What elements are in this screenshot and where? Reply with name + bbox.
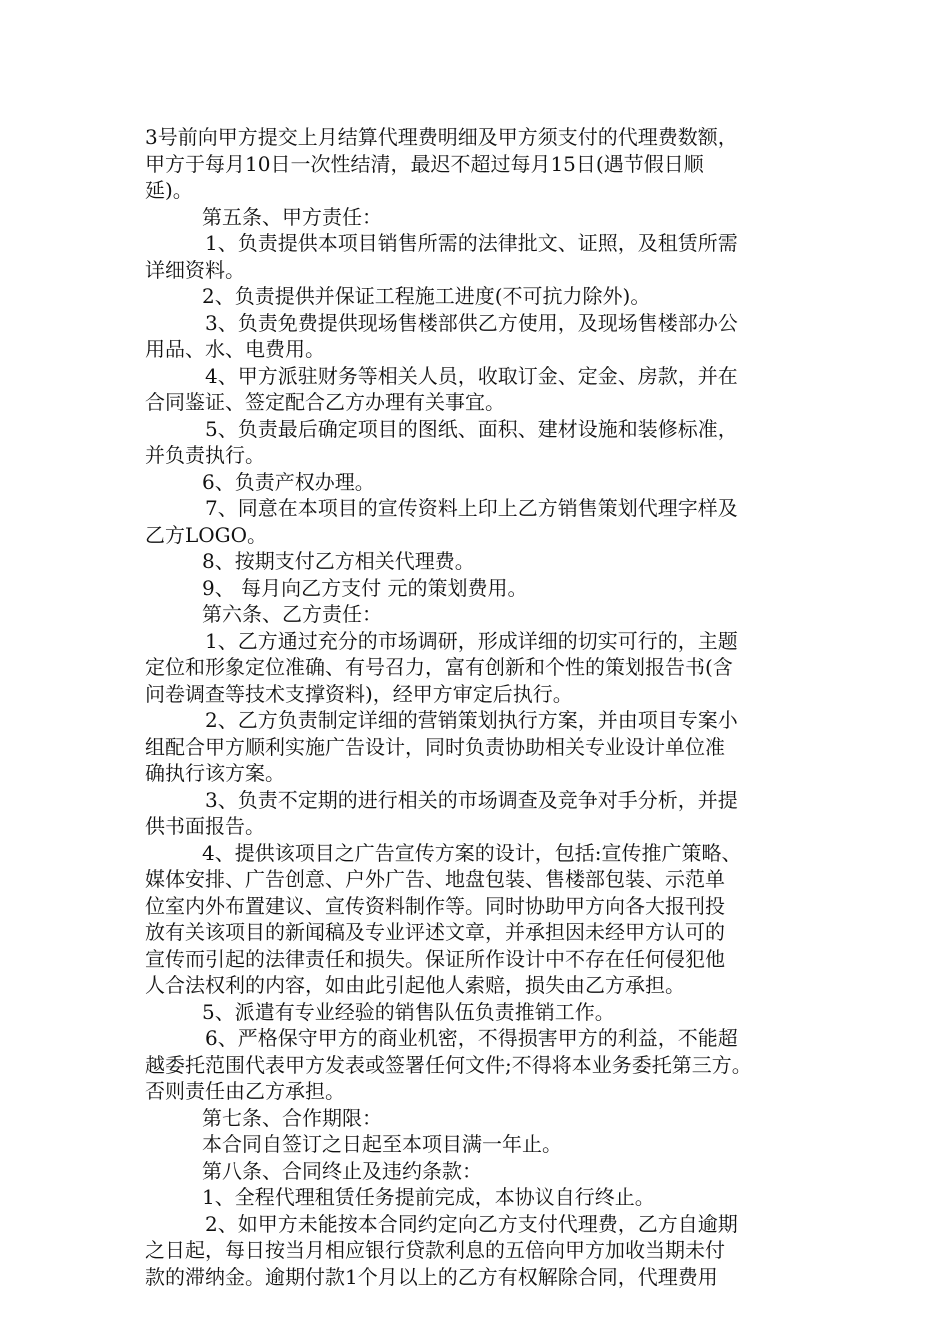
- text-line: 4、提供该项目之广告宣传方案的设计，包括:宣传推广策略、: [202, 840, 742, 865]
- text-line: 本合同自签订之日起至本项目满一年止。: [202, 1132, 562, 1156]
- text-line: 3号前向甲方提交上月结算代理费明细及甲方须支付的代理费数额，: [145, 125, 738, 149]
- text-line: 问卷调查等技术支撑资料)，经甲方审定后执行。: [145, 681, 573, 706]
- text-line: 5、派遣有专业经验的销售队伍负责推销工作。: [202, 999, 615, 1024]
- text-line: 第八条、合同终止及违约条款：: [202, 1158, 482, 1183]
- text-line: 3、负责免费提供现场售楼部供乙方使用，及现场售楼部办公: [205, 310, 738, 335]
- text-line: 供书面报告。: [145, 814, 265, 838]
- text-line: 媒体安排、广告创意、户外广告、地盘包装、售楼部包装、示范单: [145, 867, 725, 891]
- text-line: 组配合甲方顺利实施广告设计，同时负责协助相关专业设计单位准: [145, 734, 725, 759]
- text-line: 确执行该方案。: [145, 761, 285, 785]
- text-line: 并负责执行。: [145, 443, 265, 467]
- text-line: 2、如甲方未能按本合同约定向乙方支付代理费，乙方自逾期: [205, 1211, 738, 1236]
- text-line: 1、负责提供本项目销售所需的法律批文、证照，及租赁所需: [205, 231, 738, 255]
- document-body: [145, 124, 835, 1290]
- text-line: 定位和形象定位准确、有号召力，富有创新和个性的策划报告书(含: [145, 655, 733, 679]
- text-line: 8、按期支付乙方相关代理费。: [202, 549, 475, 573]
- text-line: 1、乙方通过充分的市场调研，形成详细的切实可行的，主题: [205, 628, 738, 653]
- text-line: 第七条、合作期限：: [202, 1105, 382, 1130]
- text-line: 详细资料。: [145, 257, 245, 282]
- text-line: 款的滞纳金。逾期付款1个月以上的乙方有权解除合同，代理费用: [145, 1264, 718, 1289]
- text-line: 越委托范围代表甲方发表或签署任何文件;不得将本业务委托第三方。: [145, 1052, 752, 1077]
- text-line: 人合法权利的内容，如由此引起他人索赔，损失由乙方承担。: [145, 973, 685, 997]
- text-line: 延)。: [145, 178, 193, 202]
- text-line: 5、负责最后确定项目的图纸、面积、建材设施和装修标准，: [205, 416, 738, 441]
- text-line: 之日起，每日按当月相应银行贷款利息的五倍向甲方加收当期未付: [145, 1238, 725, 1262]
- text-line: 6、负责产权办理。: [202, 469, 375, 494]
- text-line: 位室内外布置建议、宣传资料制作等。同时协助甲方向各大报刊投: [145, 893, 725, 918]
- text-line: 用品、水、电费用。: [145, 337, 325, 361]
- text-line: 1、全程代理租赁任务提前完成，本协议自行终止。: [202, 1185, 655, 1209]
- text-line: 合同鉴证、签定配合乙方办理有关事宜。: [145, 390, 505, 414]
- text-line: 6、严格保守甲方的商业机密，不得损害甲方的利益，不能超: [205, 1026, 738, 1050]
- text-line: 4、甲方派驻财务等相关人员，收取订金、定金、房款，并在: [205, 363, 738, 388]
- text-line: 甲方于每月10日一次性结清，最迟不超过每月15日(遇节假日顺: [145, 151, 704, 176]
- text-line: 第六条、乙方责任：: [202, 602, 382, 626]
- text-line: 7、同意在本项目的宣传资料上印上乙方销售策划代理字样及: [205, 496, 738, 520]
- text-line: 2、负责提供并保证工程施工进度(不可抗力除外)。: [202, 284, 651, 308]
- text-line: 放有关该项目的新闻稿及专业评述文章，并承担因未经甲方认可的: [145, 920, 725, 944]
- text-line: 第五条、甲方责任：: [202, 204, 382, 229]
- text-line: 9、 每月向乙方支付 元的策划费用。: [202, 575, 528, 600]
- text-line: 3、负责不定期的进行相关的市场调查及竞争对手分析，并提: [205, 787, 738, 812]
- text-line: 否则责任由乙方承担。: [145, 1079, 345, 1103]
- text-line: 乙方LOGO。: [145, 522, 268, 547]
- text-line: 宣传而引起的法律责任和损失。保证所作设计中不存在任何侵犯他: [145, 946, 725, 971]
- text-line: 2、乙方负责制定详细的营销策划执行方案，并由项目专案小: [205, 708, 738, 732]
